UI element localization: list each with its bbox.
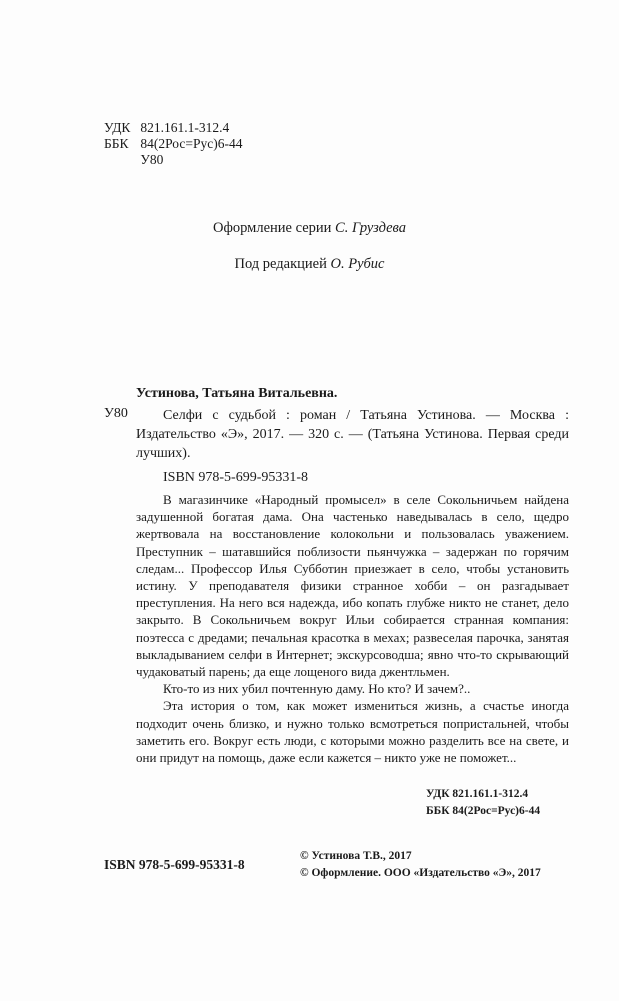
author-heading: Устинова, Татьяна Витальевна.: [136, 386, 338, 401]
author-sign-row: [104, 152, 242, 168]
bibliographic-description: Селфи с судьбой : роман / Татьяна Устинова. — Москва : Издательство «Э», 2017. — 320 с. — (Татьяна Устинова. Первая среди лучших).: [136, 408, 569, 461]
annotation-paragraph: В магазинчике «Народный промысел» в селе Сокольничьем найдена задушенной богатая дама. Она частенько наведывалась в село, щедро жертвовала на восстановление колокольни и пользовалась уважением. Преступник – шатавшийся поблизости пьянчужка – задержан по горячим следам... Профессор Илья Субботин приезжает в село, чтобы установить истину. У преподавателя физики странное хобби – он разгадывает преступления. На него вся надежда, ибо копать глубже никто не станет, дело закрыто. В Сокольничьем вокруг Ильи собирается странная компания: поэтесса с дредами; печальная красотка в мехах; развеселая парочка, занятая выкладыванием селфи в Интернет; экскурсоводша; явно что-то скрывающий чудаковатый парень; да еще лощеного вида джентльмен.: [136, 492, 569, 680]
copyright-design: © Оформление. ООО «Издательство «Э», 2017: [300, 867, 541, 879]
udk-label: УДК: [104, 120, 131, 135]
series-design-credit: [0, 220, 619, 237]
editor-name: О. Рубис: [330, 256, 385, 272]
isbn-record: ISBN 978-5-699-95331-8: [163, 470, 309, 485]
bbk-row: [104, 136, 242, 152]
bbk-label: ББК: [104, 136, 129, 151]
footer-classification: [426, 786, 540, 820]
footer-bbk: ББК 84(2Рос=Рус)6-44: [426, 805, 541, 817]
annotation: [136, 491, 569, 766]
editor-credit: [0, 256, 619, 273]
series-designer-name: С. Груздева: [335, 220, 406, 236]
editor-label: Под редакцией: [234, 256, 327, 272]
annotation-paragraph: Кто-то из них убил почтенную даму. Но кто? И зачем?..: [163, 681, 471, 697]
footer-isbn: ISBN 978-5-699-95331-8: [104, 857, 245, 872]
series-design-label: Оформление серии: [213, 220, 332, 236]
udk-value: 821.161.1-312.4: [140, 120, 230, 135]
footer-udk: УДК 821.161.1-312.4: [426, 788, 529, 800]
copyright-block: [300, 848, 541, 882]
author-sign: У80: [140, 152, 164, 167]
classification-codes: [104, 120, 242, 168]
copyright-author: © Устинова Т.В., 2017: [300, 850, 412, 862]
bbk-value: 84(2Рос=Рус)6-44: [140, 136, 243, 151]
annotation-paragraph: Эта история о том, как может измениться жизнь, а счастье иногда подходит очень близко, и нужно только всмотреться попристальней, чтобы заметить его. Вокруг есть люди, с которыми можно разделить все на свете, и они придут на помощь, даже если кажется – никто уже не поможет...: [136, 698, 569, 766]
bib-author-sign: У80: [104, 406, 128, 421]
udk-row: [104, 120, 242, 136]
